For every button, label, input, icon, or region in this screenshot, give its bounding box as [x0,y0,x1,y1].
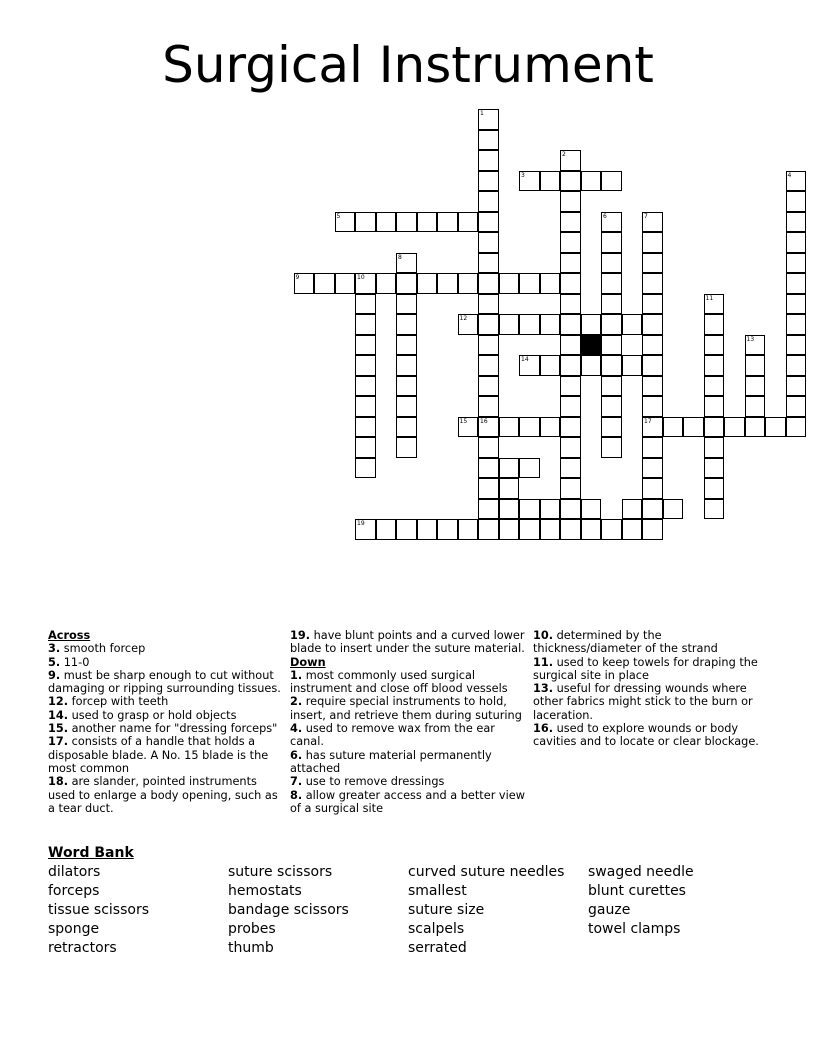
clue-number: 17. [48,735,69,749]
grid-cell[interactable] [622,499,643,520]
clue-number: 13. [533,682,554,696]
clue-number: 8. [290,788,303,802]
clue [48,722,283,735]
clue-number: 14 [521,356,529,363]
word-bank-item: bandage scissors [228,902,349,918]
grid-cell[interactable] [601,253,622,274]
grid-cell[interactable] [458,519,479,540]
grid-cell[interactable] [540,355,561,376]
grid-cell[interactable] [376,519,397,540]
clue-number: 15. [48,722,69,736]
clue-number: 2 [562,151,566,158]
grid-cell[interactable] [601,212,622,233]
grid-cell[interactable] [642,499,663,520]
clue [48,775,283,815]
grid-cell[interactable] [540,314,561,335]
grid-cell[interactable] [478,212,499,233]
word-bank-item: forceps [48,883,100,899]
clue-number: 2. [290,695,303,709]
grid-cell[interactable] [519,355,540,376]
grid-cell[interactable] [396,417,417,438]
grid-cell[interactable] [335,212,356,233]
clue-text: require special instruments to hold, insert, and retrieve them during suturing [290,695,522,722]
grid-cell[interactable] [396,273,417,294]
clue-text: most commonly used surgical instrument and close off blood vessels [290,668,508,696]
grid-cell[interactable] [581,499,602,520]
grid-cell[interactable] [786,294,807,315]
grid-cell[interactable] [396,376,417,397]
clue-number: 16 [480,417,488,425]
grid-cell[interactable] [581,171,602,192]
grid-cell[interactable] [663,417,684,438]
grid-cell[interactable] [704,396,725,417]
clue-number: 15 [459,417,468,425]
grid-cell[interactable] [499,417,520,438]
clue [48,735,283,775]
clue-text: used to grasp or hold objects [68,708,237,722]
grid-cell[interactable] [519,273,540,294]
clue-text: used to keep towels for draping the surgical site in place [533,655,758,682]
grid-cell[interactable] [478,314,499,335]
grid-cell[interactable] [786,396,807,417]
grid-cell[interactable] [642,376,663,397]
grid-cell[interactable] [560,253,581,274]
grid-cell[interactable] [642,273,663,294]
grid-cell[interactable] [478,191,499,212]
grid-cell[interactable] [540,273,561,294]
clue-number: 7 [644,212,648,220]
clue [290,789,525,816]
word-bank-item: scalpels [408,921,465,937]
grid-cell[interactable] [458,314,479,335]
grid-cell[interactable] [478,417,499,438]
grid-cell[interactable] [560,335,581,356]
word-bank-item: suture scissors [228,864,333,880]
clue [48,709,283,722]
grid-cell[interactable] [786,212,807,233]
grid-cell[interactable] [642,232,663,253]
grid-cell[interactable] [519,171,540,192]
word-bank-item: swaged needle [588,864,694,880]
grid-cell[interactable] [560,294,581,315]
word-bank-item: tissue scissors [48,902,149,918]
clue-number: 5. [48,655,61,669]
clue-number: 16. [533,722,554,736]
grid-cell[interactable] [704,376,725,397]
grid-cell[interactable] [355,458,376,479]
grid-cell[interactable] [601,355,622,376]
word-bank-item: blunt curettes [588,883,686,899]
grid-cell[interactable] [642,417,663,438]
clue [533,629,768,656]
clue-number: 18. [48,775,69,789]
grid-cell[interactable] [396,253,417,274]
grid-cell[interactable] [437,273,458,294]
grid-cell[interactable] [560,396,581,417]
word-bank-item: hemostats [228,883,302,899]
grid-cell[interactable] [601,376,622,397]
grid-cell[interactable] [601,273,622,294]
grid-cell[interactable] [786,273,807,294]
grid-cell[interactable] [601,314,622,335]
grid-cell[interactable] [396,335,417,356]
grid-cell[interactable] [642,396,663,417]
clue [533,722,768,749]
clue [533,682,768,722]
clue [48,695,283,708]
clue [290,629,525,656]
grid-cell[interactable] [745,355,766,376]
grid-cell[interactable] [396,396,417,417]
grid-cell[interactable] [560,191,581,212]
grid-cell[interactable] [437,519,458,540]
clue-number: 9. [48,668,61,682]
grid-cell[interactable] [642,294,663,315]
grid-cell[interactable] [745,376,766,397]
word-bank-column [408,863,564,958]
clue-number: 3. [48,642,61,656]
clue-number: 10 [357,274,365,281]
grid-cell[interactable] [663,499,684,520]
grid-cell[interactable] [704,437,725,458]
grid-cell[interactable] [396,294,417,315]
grid-cell[interactable] [683,417,704,438]
grid-cell[interactable] [601,519,622,540]
down-heading: Down [290,655,326,669]
grid-cell[interactable] [786,355,807,376]
word-bank-item: retractors [48,940,117,956]
clue-number: 7. [290,775,303,789]
grid-cell[interactable] [560,478,581,499]
grid-cell[interactable] [786,253,807,274]
word-bank-item: dilators [48,864,101,880]
grid-cell[interactable] [478,355,499,376]
grid-cell[interactable] [560,458,581,479]
grid-cell[interactable] [601,396,622,417]
grid-cell[interactable] [478,130,499,151]
clue [290,669,525,696]
grid-cell[interactable] [458,273,479,294]
grid-cell[interactable] [581,355,602,376]
grid-cell[interactable] [519,314,540,335]
grid-cell[interactable] [601,417,622,438]
clue-number: 10. [533,629,554,642]
grid-cell[interactable] [519,519,540,540]
grid-cell[interactable] [540,171,561,192]
clue-number: 9 [295,274,300,281]
clue-number: 17 [644,417,652,425]
word-bank-item: smallest [408,883,467,899]
grid-cell[interactable] [601,294,622,315]
clue [48,642,283,655]
grid-cell[interactable] [560,437,581,458]
grid-cell[interactable] [355,417,376,438]
grid-cell[interactable] [704,355,725,376]
clue-number: 1. [290,668,303,682]
grid-cell[interactable] [437,212,458,233]
grid-cell[interactable] [560,273,581,294]
grid-cell[interactable] [540,519,561,540]
grid-cell[interactable] [355,437,376,458]
clue-number: 11 [705,294,714,302]
grid-cell[interactable] [581,314,602,335]
grid-cell[interactable] [704,335,725,356]
grid-cell[interactable] [704,499,725,520]
grid-cell[interactable] [417,273,438,294]
clue-number: 8 [398,253,402,261]
grid-cell[interactable] [314,273,335,294]
grid-cell[interactable] [478,519,499,540]
grid-cell[interactable] [478,273,499,294]
clue-text: smooth forcep [60,642,146,656]
grid-cell[interactable] [478,150,499,171]
grid-cell[interactable] [560,150,581,171]
grid-cell[interactable] [786,335,807,356]
grid-cell[interactable] [458,212,479,233]
grid-cell[interactable] [376,273,397,294]
grid-cell[interactable] [335,273,356,294]
word-bank-item: suture size [408,902,485,918]
word-bank-column [588,863,694,939]
grid-cell[interactable] [786,191,807,212]
grid-cell[interactable] [478,376,499,397]
grid-cell[interactable] [478,335,499,356]
grid-cell[interactable] [499,273,520,294]
clue-text: 11-0 [60,655,90,669]
grid-cell[interactable] [519,499,540,520]
clue [533,656,768,683]
grid-cell[interactable] [478,499,499,520]
grid-cell[interactable] [499,519,520,540]
grid-cell[interactable] [355,355,376,376]
clue [290,775,525,788]
grid-cell[interactable] [417,212,438,233]
grid-cell[interactable] [745,417,766,438]
grid-cell[interactable] [294,273,315,294]
grid-cell[interactable] [642,335,663,356]
grid-cell[interactable] [786,232,807,253]
grid-cell[interactable] [478,253,499,274]
grid-cell[interactable] [704,478,725,499]
grid-cell[interactable] [601,437,622,458]
clue-text: have blunt points and a curved lower blade to insert under the suture material. [290,629,525,656]
clue-number: 11. [533,655,554,669]
grid-cell[interactable] [560,499,581,520]
grid-cell[interactable] [499,478,520,499]
word-bank-item: probes [228,921,276,937]
grid-cell[interactable] [355,376,376,397]
clue-number: 4 [787,171,792,179]
grid-cell[interactable] [704,458,725,479]
clue-text: allow greater access and a better view of a surgical site [290,788,525,815]
clues-column-2 [290,629,525,815]
grid-cell[interactable] [396,519,417,540]
grid-cell[interactable] [601,335,622,356]
clues-column-1 [48,629,283,815]
word-bank-item: gauze [588,902,631,918]
clue [48,656,283,669]
clues-column-3 [533,629,768,749]
grid-cell[interactable] [704,314,725,335]
clue [48,669,283,696]
clue [290,722,525,749]
grid-cell[interactable] [642,458,663,479]
grid-cell[interactable] [786,417,807,438]
grid-cell[interactable] [704,294,725,315]
grid-cell[interactable] [560,212,581,233]
grid-cell[interactable] [601,232,622,253]
grid-cell[interactable] [601,171,622,192]
grid-cell[interactable] [560,355,581,376]
grid-cell[interactable] [786,171,807,192]
word-bank-item: thumb [228,940,274,956]
grid-cell[interactable] [478,171,499,192]
clue [290,749,525,776]
grid-cell[interactable] [560,171,581,192]
grid-cell[interactable] [560,376,581,397]
page-title: Surgical Instrument [162,36,654,94]
clue-text: consists of a handle that holds a disposable blade. A No. 15 blade is the most common [48,735,269,775]
grid-cell[interactable] [478,294,499,315]
grid-cell[interactable] [642,437,663,458]
grid-cell[interactable] [458,417,479,438]
grid-cell[interactable] [765,417,786,438]
word-bank-item: towel clamps [588,921,681,937]
clue-number: 6 [603,212,607,220]
clue-text: used to explore wounds or body cavities and to locate or clear blockage. [533,722,759,749]
grid-cell[interactable] [560,519,581,540]
grid-black-cell [581,335,602,356]
grid-cell[interactable] [704,417,725,438]
grid-cell[interactable] [642,212,663,233]
grid-cell[interactable] [396,437,417,458]
grid-cell[interactable] [396,314,417,335]
word-bank-item: curved suture needles [408,864,565,880]
across-heading: Across [48,629,91,642]
grid-cell[interactable] [499,314,520,335]
grid-cell[interactable] [478,437,499,458]
grid-cell[interactable] [560,417,581,438]
word-bank-column [228,863,349,958]
grid-cell[interactable] [519,458,540,479]
grid-cell[interactable] [355,396,376,417]
grid-cell[interactable] [499,458,520,479]
clue-number: 4. [290,722,303,736]
grid-cell[interactable] [560,232,581,253]
grid-cell[interactable] [581,519,602,540]
grid-cell[interactable] [642,314,663,335]
grid-cell[interactable] [540,499,561,520]
clue-number: 13 [746,335,755,343]
clue-text: used to remove wax from the ear canal. [290,722,495,749]
grid-cell[interactable] [396,355,417,376]
grid-cell[interactable] [478,109,499,130]
grid-cell[interactable] [745,335,766,356]
word-bank-item: serrated [408,940,467,956]
clue-number: 19 [357,520,365,527]
grid-cell[interactable] [519,417,540,438]
grid-cell[interactable] [786,314,807,335]
grid-cell[interactable] [745,396,766,417]
clue-text: use to remove dressings [302,775,445,789]
clue-number: 12. [48,695,69,709]
clue-number: 5 [336,212,341,220]
clue-number: 6. [290,748,303,762]
clue-number: 1 [480,110,484,117]
grid-cell[interactable] [478,232,499,253]
grid-cell[interactable] [622,355,643,376]
clue-number: 14. [48,708,69,722]
grid-cell[interactable] [396,212,417,233]
grid-cell[interactable] [355,212,376,233]
clue-text: must be sharp enough to cut without damaging or ripping surrounding tissues. [48,668,281,696]
grid-cell[interactable] [355,335,376,356]
clue-text: determined by the thickness/diameter of the strand [533,629,718,656]
grid-cell[interactable] [355,273,376,294]
grid-cell[interactable] [642,519,663,540]
grid-cell[interactable] [417,519,438,540]
word-bank-heading: Word Bank [48,845,134,861]
clue-text: another name for "dressing forceps" [68,722,278,736]
clue-text: has suture material permanently attached [290,748,492,775]
clue [290,695,525,722]
grid-cell[interactable] [540,417,561,438]
grid-cell[interactable] [642,355,663,376]
grid-cell[interactable] [478,396,499,417]
grid-cell[interactable] [724,417,745,438]
word-bank-column [48,863,149,958]
grid-cell[interactable] [499,499,520,520]
grid-cell[interactable] [376,212,397,233]
grid-cell[interactable] [642,478,663,499]
grid-cell[interactable] [642,253,663,274]
grid-cell[interactable] [786,376,807,397]
grid-cell[interactable] [355,519,376,540]
clue-text: are slander, pointed instruments used to enlarge a body opening, such as a tear duct. [48,775,278,815]
word-bank-item: sponge [48,921,100,937]
grid-cell[interactable] [478,458,499,479]
clue-text: forcep with teeth [68,695,169,709]
clue-number: 3 [521,171,525,179]
grid-cell[interactable] [478,478,499,499]
clue-number: 12 [459,315,468,322]
clue-text: useful for dressing wounds where other fabrics might stick to the burn or laceration. [533,682,753,722]
grid-cell[interactable] [560,314,581,335]
clue-number: 19. [290,629,311,642]
grid-cell[interactable] [622,519,643,540]
grid-cell[interactable] [355,294,376,315]
grid-cell[interactable] [355,314,376,335]
grid-cell[interactable] [622,314,643,335]
